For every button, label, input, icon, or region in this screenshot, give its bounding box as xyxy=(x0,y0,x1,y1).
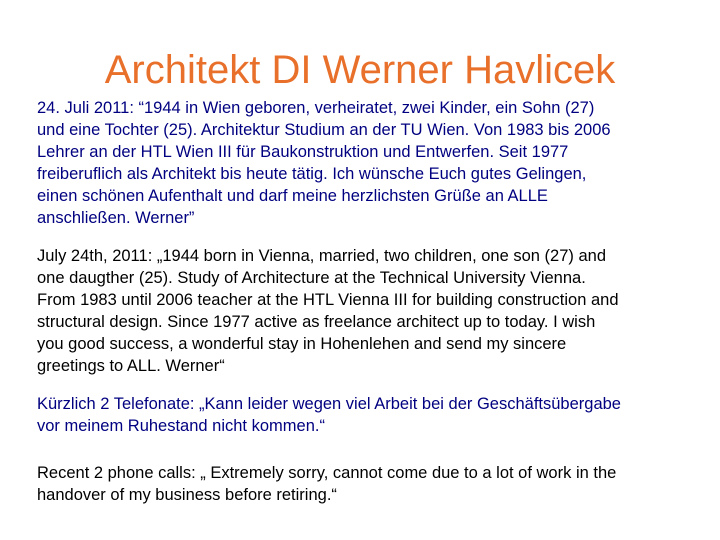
slide-title: Architekt DI Werner Havlicek xyxy=(104,48,616,92)
paragraph-english-calls: Recent 2 phone calls: „ Extremely sorry, cannot come due to a lot of work in the handover of my business before retiring.“ xyxy=(37,464,617,504)
paragraph-german-bio: 24. Juli 2011: “1944 in Wien geboren, verheiratet, zwei Kinder, ein Sohn (27) und eine Tochter (25). Architektur Studium an der TU Wien. Von 1983 bis 2006 Lehrer an der HTL Wien III für Baukonstruktion und Entwerfen. Seit 1977 freiberuflich als Architekt bis heute tätig. Ich wünsche Euch gutes Gelingen, einen schönen Aufenthalt und darf meine herzlichsten Grüße an ALLE anschließen. Werner” xyxy=(37,99,611,227)
paragraph-english-bio: July 24th, 2011: „1944 born in Vienna, married, two children, one son (27) and one daugther (25). Study of Architecture at the Technical University Vienna. From 1983 until 2006 teacher at the HTL Vienna III for building construction and structural design. Since 1977 active as freelance architect up to today. I wish you good success, a wonderful stay in Hohenlehen and send my sincere greetings to ALL. Werner“ xyxy=(37,247,619,375)
paragraph-german-calls: Kürzlich 2 Telefonate: „Kann leider wegen viel Arbeit bei der Geschäftsübergabe vor meinem Ruhestand nicht kommen.“ xyxy=(37,395,621,435)
